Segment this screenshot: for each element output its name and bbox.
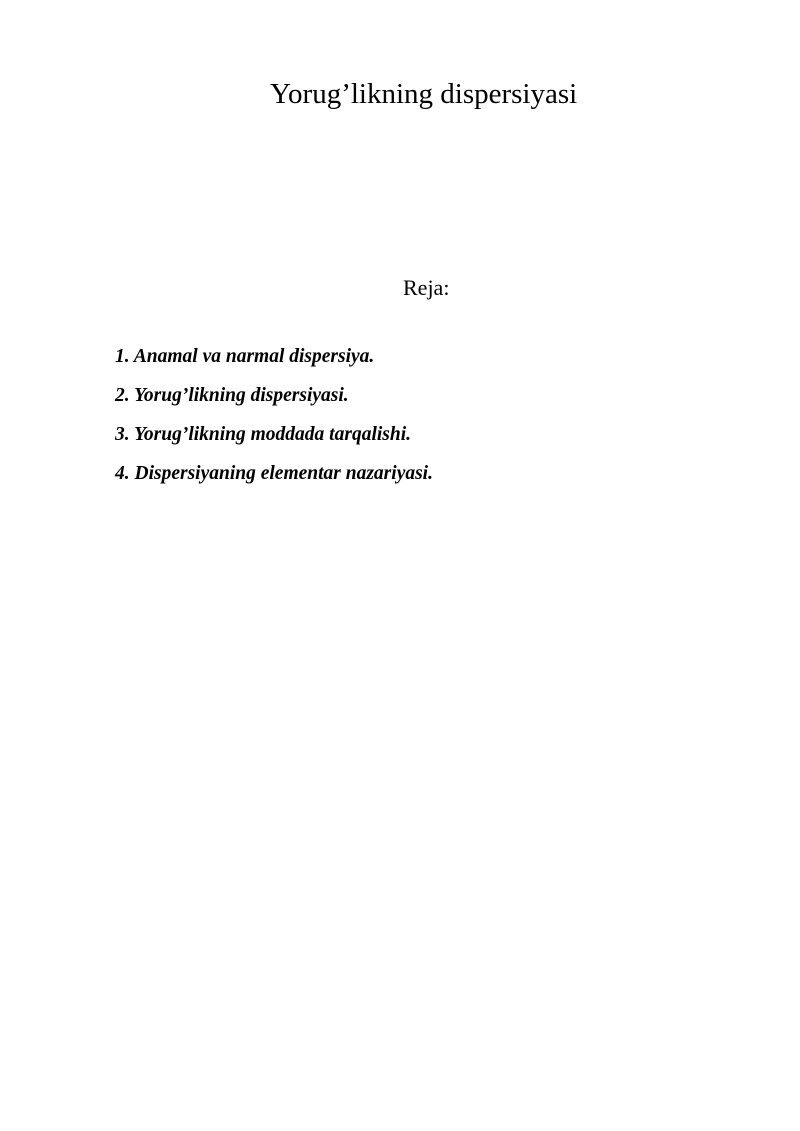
plan-list [115,344,675,500]
plan-heading: Reja: [403,275,450,300]
document-title: Yorug’likning dispersiyasi [270,78,578,110]
plan-item-1: 1. Anamal va narmal dispersiya. [115,346,375,367]
plan-item-2: 2. Yorug’likning dispersiyasi. [115,385,349,406]
plan-item-3: 3. Yorug’likning moddada tarqalishi. [115,424,412,445]
plan-item-4: 4. Dispersiyaning elementar nazariyasi. [115,463,433,484]
